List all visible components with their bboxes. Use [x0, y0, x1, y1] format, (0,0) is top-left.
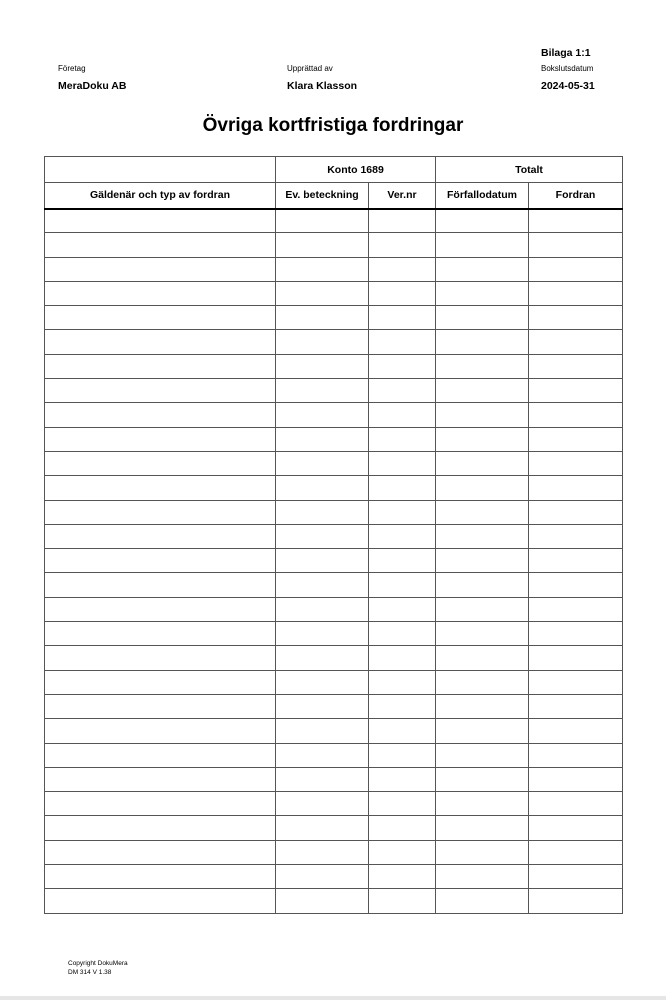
table-row: [45, 597, 623, 621]
table-row: [45, 427, 623, 451]
due-date-cell[interactable]: [436, 792, 529, 816]
column-header-debtor: Gäldenär och typ av fordran: [45, 183, 276, 209]
due-date-cell[interactable]: [436, 209, 529, 233]
amount-cell[interactable]: [529, 622, 623, 646]
table-row: [45, 670, 623, 694]
table-row: [45, 549, 623, 573]
voucher-no-cell[interactable]: [369, 524, 436, 548]
due-date-cell[interactable]: [436, 816, 529, 840]
document-version: DM 314 V 1.38: [68, 969, 112, 976]
amount-cell[interactable]: [529, 306, 623, 330]
attachment-label: Bilaga 1:1: [541, 47, 591, 59]
debtor-cell[interactable]: [45, 476, 276, 500]
group-header-account: Konto 1689: [276, 157, 436, 183]
designation-cell[interactable]: [276, 306, 369, 330]
designation-cell[interactable]: [276, 379, 369, 403]
debtor-cell[interactable]: [45, 767, 276, 791]
amount-cell[interactable]: [529, 500, 623, 524]
due-date-cell[interactable]: [436, 573, 529, 597]
designation-cell[interactable]: [276, 622, 369, 646]
due-date-cell[interactable]: [436, 427, 529, 451]
due-date-cell[interactable]: [436, 330, 529, 354]
designation-cell[interactable]: [276, 597, 369, 621]
table-row: [45, 573, 623, 597]
due-date-cell[interactable]: [436, 257, 529, 281]
debtor-cell[interactable]: [45, 403, 276, 427]
table-row: [45, 743, 623, 767]
voucher-no-cell[interactable]: [369, 379, 436, 403]
amount-cell[interactable]: [529, 889, 623, 913]
due-date-cell[interactable]: [436, 889, 529, 913]
voucher-no-cell[interactable]: [369, 597, 436, 621]
debtor-cell[interactable]: [45, 379, 276, 403]
debtor-cell[interactable]: [45, 743, 276, 767]
copyright-text: Copyright DokuMera: [68, 960, 128, 967]
voucher-no-cell[interactable]: [369, 816, 436, 840]
voucher-no-cell[interactable]: [369, 646, 436, 670]
designation-cell[interactable]: [276, 524, 369, 548]
voucher-no-cell[interactable]: [369, 767, 436, 791]
voucher-no-cell[interactable]: [369, 694, 436, 718]
group-header-row: [45, 157, 623, 183]
table-row: [45, 233, 623, 257]
table-row: [45, 500, 623, 524]
voucher-no-cell[interactable]: [369, 865, 436, 889]
company-value: MeraDoku AB: [58, 80, 127, 92]
designation-cell[interactable]: [276, 694, 369, 718]
voucher-no-cell[interactable]: [369, 622, 436, 646]
debtor-cell[interactable]: [45, 257, 276, 281]
debtor-cell[interactable]: [45, 646, 276, 670]
voucher-no-cell[interactable]: [369, 476, 436, 500]
table-row: [45, 622, 623, 646]
debtor-cell[interactable]: [45, 622, 276, 646]
debtor-cell[interactable]: [45, 354, 276, 378]
voucher-no-cell[interactable]: [369, 233, 436, 257]
debtor-cell[interactable]: [45, 306, 276, 330]
due-date-cell[interactable]: [436, 354, 529, 378]
due-date-cell[interactable]: [436, 646, 529, 670]
due-date-cell[interactable]: [436, 476, 529, 500]
designation-cell[interactable]: [276, 209, 369, 233]
due-date-cell[interactable]: [436, 549, 529, 573]
debtor-cell[interactable]: [45, 597, 276, 621]
group-header-total: Totalt: [436, 157, 623, 183]
due-date-cell[interactable]: [436, 670, 529, 694]
table-row: [45, 840, 623, 864]
due-date-cell[interactable]: [436, 767, 529, 791]
column-header-amount: Fordran: [529, 183, 623, 209]
table-row: [45, 354, 623, 378]
due-date-cell[interactable]: [436, 500, 529, 524]
amount-cell[interactable]: [529, 840, 623, 864]
column-header-voucher-no: Ver.nr: [369, 183, 436, 209]
voucher-no-cell[interactable]: [369, 427, 436, 451]
designation-cell[interactable]: [276, 865, 369, 889]
voucher-no-cell[interactable]: [369, 792, 436, 816]
due-date-cell[interactable]: [436, 694, 529, 718]
debtor-cell[interactable]: [45, 792, 276, 816]
table-row: [45, 281, 623, 305]
table-row: [45, 792, 623, 816]
designation-cell[interactable]: [276, 500, 369, 524]
table-row: [45, 816, 623, 840]
amount-cell[interactable]: [529, 403, 623, 427]
company-label: Företag: [58, 64, 86, 73]
designation-cell[interactable]: [276, 427, 369, 451]
bottom-edge-band: [0, 996, 666, 1000]
prepared-by-value: Klara Klasson: [287, 80, 358, 92]
designation-cell[interactable]: [276, 792, 369, 816]
designation-cell[interactable]: [276, 670, 369, 694]
voucher-no-cell[interactable]: [369, 549, 436, 573]
due-date-cell[interactable]: [436, 840, 529, 864]
voucher-no-cell[interactable]: [369, 840, 436, 864]
receivables-table: [44, 156, 623, 914]
amount-cell[interactable]: [529, 379, 623, 403]
voucher-no-cell[interactable]: [369, 451, 436, 475]
amount-cell[interactable]: [529, 281, 623, 305]
amount-cell[interactable]: [529, 524, 623, 548]
due-date-cell[interactable]: [436, 451, 529, 475]
debtor-cell[interactable]: [45, 209, 276, 233]
amount-cell[interactable]: [529, 476, 623, 500]
amount-cell[interactable]: [529, 767, 623, 791]
table-row: [45, 403, 623, 427]
due-date-cell[interactable]: [436, 743, 529, 767]
column-header-due-date: Förfallodatum: [436, 183, 529, 209]
due-date-cell[interactable]: [436, 865, 529, 889]
closing-date-value: 2024-05-31: [541, 80, 595, 92]
debtor-cell[interactable]: [45, 427, 276, 451]
amount-cell[interactable]: [529, 354, 623, 378]
voucher-no-cell[interactable]: [369, 889, 436, 913]
group-header-empty: [45, 157, 276, 183]
debtor-cell[interactable]: [45, 549, 276, 573]
voucher-no-cell[interactable]: [369, 403, 436, 427]
debtor-cell[interactable]: [45, 330, 276, 354]
due-date-cell[interactable]: [436, 597, 529, 621]
table-row: [45, 379, 623, 403]
amount-cell[interactable]: [529, 719, 623, 743]
voucher-no-cell[interactable]: [369, 306, 436, 330]
table-row: [45, 306, 623, 330]
designation-cell[interactable]: [276, 281, 369, 305]
voucher-no-cell[interactable]: [369, 354, 436, 378]
amount-cell[interactable]: [529, 233, 623, 257]
table-row: [45, 889, 623, 913]
due-date-cell[interactable]: [436, 281, 529, 305]
designation-cell[interactable]: [276, 573, 369, 597]
debtor-cell[interactable]: [45, 500, 276, 524]
debtor-cell[interactable]: [45, 719, 276, 743]
debtor-cell[interactable]: [45, 524, 276, 548]
designation-cell[interactable]: [276, 889, 369, 913]
table-row: [45, 257, 623, 281]
designation-cell[interactable]: [276, 646, 369, 670]
voucher-no-cell[interactable]: [369, 330, 436, 354]
designation-cell[interactable]: [276, 816, 369, 840]
amount-cell[interactable]: [529, 816, 623, 840]
voucher-no-cell[interactable]: [369, 573, 436, 597]
voucher-no-cell[interactable]: [369, 743, 436, 767]
debtor-cell[interactable]: [45, 816, 276, 840]
voucher-no-cell[interactable]: [369, 209, 436, 233]
amount-cell[interactable]: [529, 792, 623, 816]
closing-date-label: Bokslutsdatum: [541, 64, 594, 73]
designation-cell[interactable]: [276, 549, 369, 573]
debtor-cell[interactable]: [45, 865, 276, 889]
amount-cell[interactable]: [529, 451, 623, 475]
amount-cell[interactable]: [529, 646, 623, 670]
voucher-no-cell[interactable]: [369, 670, 436, 694]
page-title: Övriga kortfristiga fordringar: [202, 115, 464, 136]
due-date-cell[interactable]: [436, 622, 529, 646]
debtor-cell[interactable]: [45, 281, 276, 305]
table-row: [45, 767, 623, 791]
due-date-cell[interactable]: [436, 379, 529, 403]
column-header-row: [45, 183, 623, 209]
amount-cell[interactable]: [529, 330, 623, 354]
designation-cell[interactable]: [276, 719, 369, 743]
debtor-cell[interactable]: [45, 889, 276, 913]
designation-cell[interactable]: [276, 476, 369, 500]
amount-cell[interactable]: [529, 549, 623, 573]
table-row: [45, 694, 623, 718]
table-row: [45, 719, 623, 743]
amount-cell[interactable]: [529, 597, 623, 621]
amount-cell[interactable]: [529, 670, 623, 694]
due-date-cell[interactable]: [436, 403, 529, 427]
designation-cell[interactable]: [276, 330, 369, 354]
amount-cell[interactable]: [529, 427, 623, 451]
table-row: [45, 524, 623, 548]
debtor-cell[interactable]: [45, 670, 276, 694]
table-row: [45, 451, 623, 475]
designation-cell[interactable]: [276, 233, 369, 257]
amount-cell[interactable]: [529, 257, 623, 281]
debtor-cell[interactable]: [45, 451, 276, 475]
due-date-cell[interactable]: [436, 306, 529, 330]
table-row: [45, 209, 623, 233]
table-row: [45, 476, 623, 500]
debtor-cell[interactable]: [45, 573, 276, 597]
designation-cell[interactable]: [276, 403, 369, 427]
prepared-by-label: Upprättad av: [287, 64, 333, 73]
designation-cell[interactable]: [276, 840, 369, 864]
column-header-designation: Ev. beteckning: [276, 183, 369, 209]
amount-cell[interactable]: [529, 865, 623, 889]
voucher-no-cell[interactable]: [369, 719, 436, 743]
designation-cell[interactable]: [276, 743, 369, 767]
debtor-cell[interactable]: [45, 233, 276, 257]
amount-cell[interactable]: [529, 209, 623, 233]
amount-cell[interactable]: [529, 694, 623, 718]
designation-cell[interactable]: [276, 767, 369, 791]
due-date-cell[interactable]: [436, 719, 529, 743]
designation-cell[interactable]: [276, 451, 369, 475]
amount-cell[interactable]: [529, 573, 623, 597]
debtor-cell[interactable]: [45, 840, 276, 864]
due-date-cell[interactable]: [436, 233, 529, 257]
voucher-no-cell[interactable]: [369, 257, 436, 281]
table-row: [45, 865, 623, 889]
table-row: [45, 330, 623, 354]
voucher-no-cell[interactable]: [369, 281, 436, 305]
table-row: [45, 646, 623, 670]
voucher-no-cell[interactable]: [369, 500, 436, 524]
debtor-cell[interactable]: [45, 694, 276, 718]
amount-cell[interactable]: [529, 743, 623, 767]
designation-cell[interactable]: [276, 354, 369, 378]
designation-cell[interactable]: [276, 257, 369, 281]
table-body: [45, 209, 623, 914]
due-date-cell[interactable]: [436, 524, 529, 548]
